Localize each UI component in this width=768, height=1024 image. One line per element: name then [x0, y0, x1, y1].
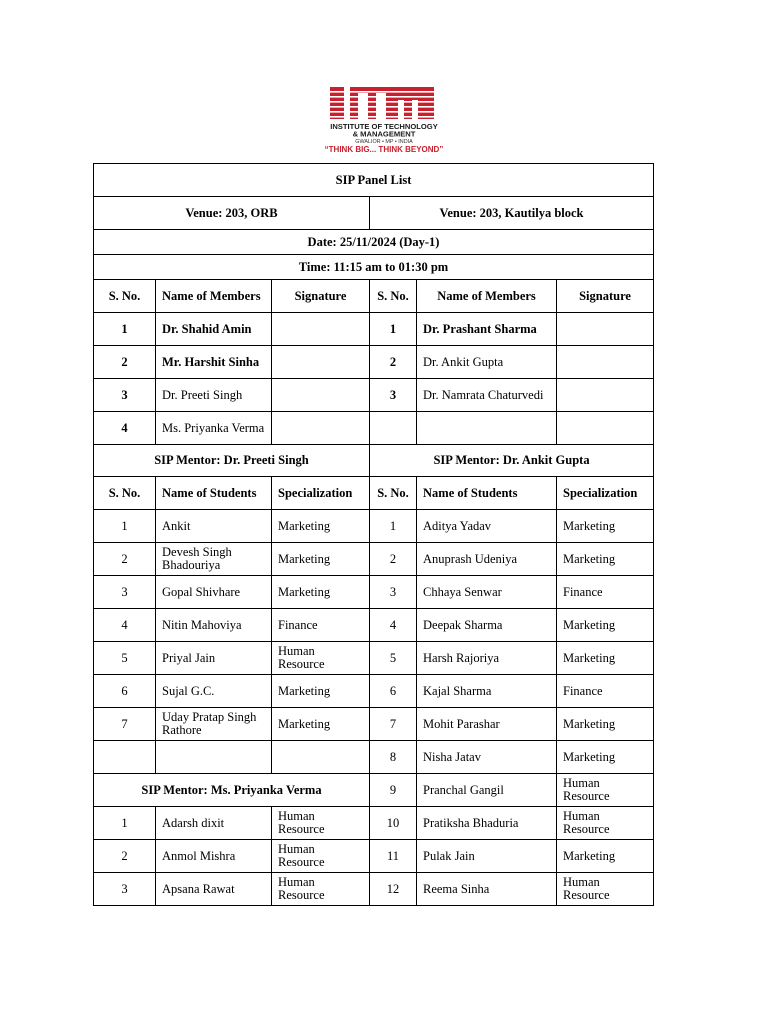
student-specialization: Marketing: [272, 708, 370, 741]
mentor-left: SIP Mentor: Dr. Preeti Singh: [94, 445, 370, 477]
member-sno: [370, 412, 417, 445]
student-row: [94, 873, 654, 906]
student-sno: 1: [370, 510, 417, 543]
header-specialization: Specialization: [272, 477, 370, 510]
signature-cell: [557, 313, 654, 346]
student-name: Sujal G.C.: [156, 675, 272, 708]
student-sno: 10: [370, 807, 417, 840]
student-row: [94, 675, 654, 708]
student-sno: 8: [370, 741, 417, 774]
header-name-of-members: Name of Members: [417, 280, 557, 313]
student-row: [94, 576, 654, 609]
title-row: [94, 164, 654, 197]
student-name: Anuprash Udeniya: [417, 543, 557, 576]
member-name: Dr. Ankit Gupta: [417, 346, 557, 379]
member-sno: 1: [370, 313, 417, 346]
student-name: Adarsh dixit: [156, 807, 272, 840]
student-specialization: Human Resource: [557, 873, 654, 906]
header-signature: Signature: [557, 280, 654, 313]
student-specialization: Human Resource: [557, 774, 654, 807]
student-name: Devesh Singh Bhadouriya: [156, 543, 272, 576]
student-sno: 5: [370, 642, 417, 675]
header-name-of-students: Name of Students: [417, 477, 557, 510]
student-sno: 7: [370, 708, 417, 741]
header-name-of-students: Name of Students: [156, 477, 272, 510]
header-name-of-members: Name of Members: [156, 280, 272, 313]
member-row: [94, 379, 654, 412]
student-name: Ankit: [156, 510, 272, 543]
header-specialization: Specialization: [557, 477, 654, 510]
student-sno: 3: [94, 873, 156, 906]
student-specialization: Finance: [272, 609, 370, 642]
student-name: Reema Sinha: [417, 873, 557, 906]
student-sno: 2: [370, 543, 417, 576]
student-sno: 3: [370, 576, 417, 609]
member-row: [94, 412, 654, 445]
student-name: Gopal Shivhare: [156, 576, 272, 609]
student-specialization: Marketing: [557, 840, 654, 873]
venue-left: Venue: 203, ORB: [94, 197, 370, 230]
member-row: [94, 346, 654, 379]
student-specialization: Human Resource: [272, 642, 370, 675]
student-specialization: Human Resource: [557, 807, 654, 840]
student-specialization: Marketing: [557, 741, 654, 774]
student-sno: 7: [94, 708, 156, 741]
sip-panel-table: [93, 163, 654, 906]
signature-cell: [272, 346, 370, 379]
student-row: [94, 741, 654, 774]
venue-row: [94, 197, 654, 230]
student-name: Chhaya Senwar: [417, 576, 557, 609]
student-sno: 4: [94, 609, 156, 642]
date: Date: 25/11/2024 (Day-1): [94, 230, 654, 255]
student-name: Priyal Jain: [156, 642, 272, 675]
students-header-row: [94, 477, 654, 510]
member-sno: 1: [94, 313, 156, 346]
members-header-row: [94, 280, 654, 313]
signature-cell: [557, 412, 654, 445]
member-sno: 3: [94, 379, 156, 412]
itm-logo-letters: [330, 87, 434, 119]
student-row: [94, 807, 654, 840]
student-specialization: Human Resource: [272, 807, 370, 840]
student-row: [94, 708, 654, 741]
mentor-row: [94, 774, 654, 807]
student-name: Apsana Rawat: [156, 873, 272, 906]
itm-logo: [300, 84, 468, 156]
header-sno: S. No.: [370, 477, 417, 510]
itm-logo-graphic: [300, 84, 468, 156]
student-row: [94, 840, 654, 873]
student-name: Aditya Yadav: [417, 510, 557, 543]
student-specialization: Human Resource: [272, 840, 370, 873]
itm-logo-line2: & MANAGEMENT: [352, 129, 416, 139]
date-row: [94, 230, 654, 255]
itm-logo-line3: GWALIOR • MP • INDIA: [355, 139, 413, 145]
header-signature: Signature: [272, 280, 370, 313]
student-name: Pratiksha Bhaduria: [417, 807, 557, 840]
student-name: Pranchal Gangil: [417, 774, 557, 807]
student-name: Nitin Mahoviya: [156, 609, 272, 642]
student-sno: 6: [94, 675, 156, 708]
member-name: Dr. Preeti Singh: [156, 379, 272, 412]
student-specialization: Marketing: [272, 510, 370, 543]
student-specialization: Marketing: [272, 576, 370, 609]
member-name: Mr. Harshit Sinha: [156, 346, 272, 379]
student-sno: [94, 741, 156, 774]
student-sno: 5: [94, 642, 156, 675]
student-row: [94, 609, 654, 642]
member-sno: 4: [94, 412, 156, 445]
student-name: Anmol Mishra: [156, 840, 272, 873]
signature-cell: [557, 379, 654, 412]
student-sno: 1: [94, 510, 156, 543]
student-specialization: Marketing: [557, 543, 654, 576]
itm-logo-line1: INSTITUTE OF TECHNOLOGY: [330, 122, 438, 131]
student-specialization: Finance: [557, 675, 654, 708]
student-name: Harsh Rajoriya: [417, 642, 557, 675]
student-sno: 11: [370, 840, 417, 873]
member-name: Ms. Priyanka Verma: [156, 412, 272, 445]
time-row: [94, 255, 654, 280]
student-sno: 12: [370, 873, 417, 906]
header-sno: S. No.: [94, 477, 156, 510]
student-specialization: [272, 741, 370, 774]
member-row: [94, 313, 654, 346]
time: Time: 11:15 am to 01:30 pm: [94, 255, 654, 280]
student-sno: 2: [94, 543, 156, 576]
student-sno: 4: [370, 609, 417, 642]
member-name: [417, 412, 557, 445]
mentor-left-2: SIP Mentor: Ms. Priyanka Verma: [94, 774, 370, 807]
student-row: [94, 510, 654, 543]
signature-cell: [272, 313, 370, 346]
student-specialization: Human Resource: [272, 873, 370, 906]
signature-cell: [557, 346, 654, 379]
member-sno: 3: [370, 379, 417, 412]
member-sno: 2: [370, 346, 417, 379]
student-specialization: Marketing: [557, 642, 654, 675]
student-name: Mohit Parashar: [417, 708, 557, 741]
mentor-right: SIP Mentor: Dr. Ankit Gupta: [370, 445, 654, 477]
header-sno: S. No.: [94, 280, 156, 313]
signature-cell: [272, 412, 370, 445]
student-name: Deepak Sharma: [417, 609, 557, 642]
member-sno: 2: [94, 346, 156, 379]
header-sno: S. No.: [370, 280, 417, 313]
page-title: SIP Panel List: [94, 164, 654, 197]
student-row: [94, 543, 654, 576]
student-name: [156, 741, 272, 774]
student-sno: 9: [370, 774, 417, 807]
student-name: Kajal Sharma: [417, 675, 557, 708]
student-sno: 3: [94, 576, 156, 609]
mentor-row: [94, 445, 654, 477]
student-specialization: Marketing: [557, 708, 654, 741]
member-name: Dr. Shahid Amin: [156, 313, 272, 346]
student-name: Nisha Jatav: [417, 741, 557, 774]
student-specialization: Marketing: [557, 510, 654, 543]
student-specialization: Marketing: [272, 543, 370, 576]
member-name: Dr. Namrata Chaturvedi: [417, 379, 557, 412]
student-sno: 6: [370, 675, 417, 708]
student-specialization: Marketing: [557, 609, 654, 642]
student-sno: 1: [94, 807, 156, 840]
student-name: Pulak Jain: [417, 840, 557, 873]
student-row: [94, 642, 654, 675]
student-sno: 2: [94, 840, 156, 873]
venue-right: Venue: 203, Kautilya block: [370, 197, 654, 230]
student-specialization: Finance: [557, 576, 654, 609]
itm-logo-tagline: “THINK BIG... THINK BEYOND”: [324, 145, 444, 154]
student-specialization: Marketing: [272, 675, 370, 708]
member-name: Dr. Prashant Sharma: [417, 313, 557, 346]
signature-cell: [272, 379, 370, 412]
student-name: Uday Pratap Singh Rathore: [156, 708, 272, 741]
